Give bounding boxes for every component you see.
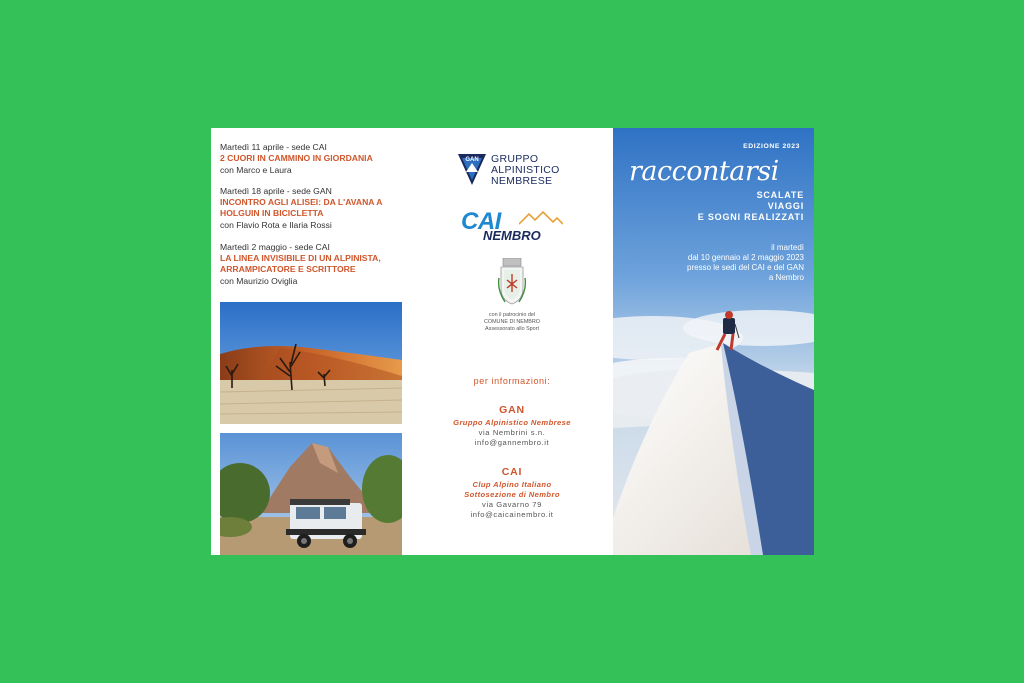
cai-wordmark: CAI (461, 208, 501, 235)
gan-badge-text: GAN (465, 157, 479, 163)
safari-car-photo (220, 433, 402, 555)
patronage-line: COMUNE DI NEMBRO (483, 319, 540, 325)
cover-title: raccontarsi (629, 156, 779, 187)
brochure (211, 128, 814, 555)
date-line: a Nembro (768, 273, 804, 282)
gan-contact-name: Gruppo Alpinistico Nembrese (453, 418, 571, 427)
cover-subtitle (698, 190, 804, 223)
event-date: Martedì 2 maggio - sede CAI (220, 242, 330, 252)
info-panel (411, 128, 613, 555)
gan-logo (457, 152, 587, 192)
event-title: 2 CUORI IN CAMMINO IN GIORDANIA (220, 153, 373, 163)
event-3 (220, 242, 406, 287)
event-2 (220, 186, 406, 231)
gan-contact-title: GAN (499, 404, 525, 416)
event-guests: con Maurizio Oviglia (220, 276, 298, 286)
info-heading: per informazioni: (473, 376, 551, 386)
mountain-peaks-icon (519, 211, 563, 225)
cai-nembro-logo (461, 208, 571, 242)
subtitle-line: E SOGNI REALIZZATI (697, 212, 804, 222)
event-date: Martedì 18 aprile - sede GAN (220, 186, 332, 196)
event-title: HOLGUIN IN BICICLETTA (220, 208, 324, 218)
gan-line: ALPINISTICO (491, 164, 560, 176)
cai-contact-address: via Gavarno 79 (482, 500, 542, 509)
date-line: il martedì (771, 243, 804, 252)
event-title: LA LINEA INVISIBILE DI UN ALPINISTA, (220, 253, 381, 263)
nembro-wordmark: NEMBRO (483, 228, 541, 243)
edition-label: EDIZIONE 2023 (743, 143, 800, 150)
date-line: presso le sedi del CAI e del GAN (687, 263, 804, 272)
desert-photo (220, 302, 402, 424)
patronage-line: Assessorato allo Sport (485, 326, 539, 332)
event-1 (220, 142, 406, 176)
patronage-note (411, 312, 613, 333)
cai-contact-name: Sottosezione di Nembro (464, 490, 560, 499)
cover-dates (687, 243, 804, 283)
cai-contact-title: CAI (501, 466, 523, 478)
event-title: INCONTRO AGLI ALISEI: DA L'AVANA A (220, 197, 383, 207)
event-date: Martedì 11 aprile - sede CAI (220, 142, 327, 152)
cai-contact-email[interactable]: info@caicainembro.it (470, 510, 554, 519)
cover-panel (613, 128, 814, 555)
gan-contact-address: via Nembrini s.n. (478, 428, 546, 437)
subtitle-line: SCALATE (756, 190, 804, 200)
gan-line: NEMBRESE (491, 175, 553, 187)
cai-contact-name: Clup Alpino Italiano (472, 480, 552, 489)
gan-wordmark (491, 154, 560, 187)
event-guests: con Flavio Rota e Ilaria Rossi (220, 220, 332, 230)
comune-crest-icon (497, 258, 527, 306)
gan-line: GRUPPO (491, 153, 539, 165)
events-panel (211, 128, 411, 555)
event-guests: con Marco e Laura (220, 165, 292, 175)
date-line: dal 10 gennaio al 2 maggio 2023 (687, 253, 804, 262)
gan-contact-email[interactable]: info@gannembro.it (474, 438, 550, 447)
patronage-line: con il patrocinio del (488, 312, 536, 318)
gan-shield-icon (457, 152, 487, 186)
subtitle-line: VIAGGI (767, 201, 804, 211)
event-title: ARRAMPICATORE E SCRITTORE (220, 264, 356, 274)
